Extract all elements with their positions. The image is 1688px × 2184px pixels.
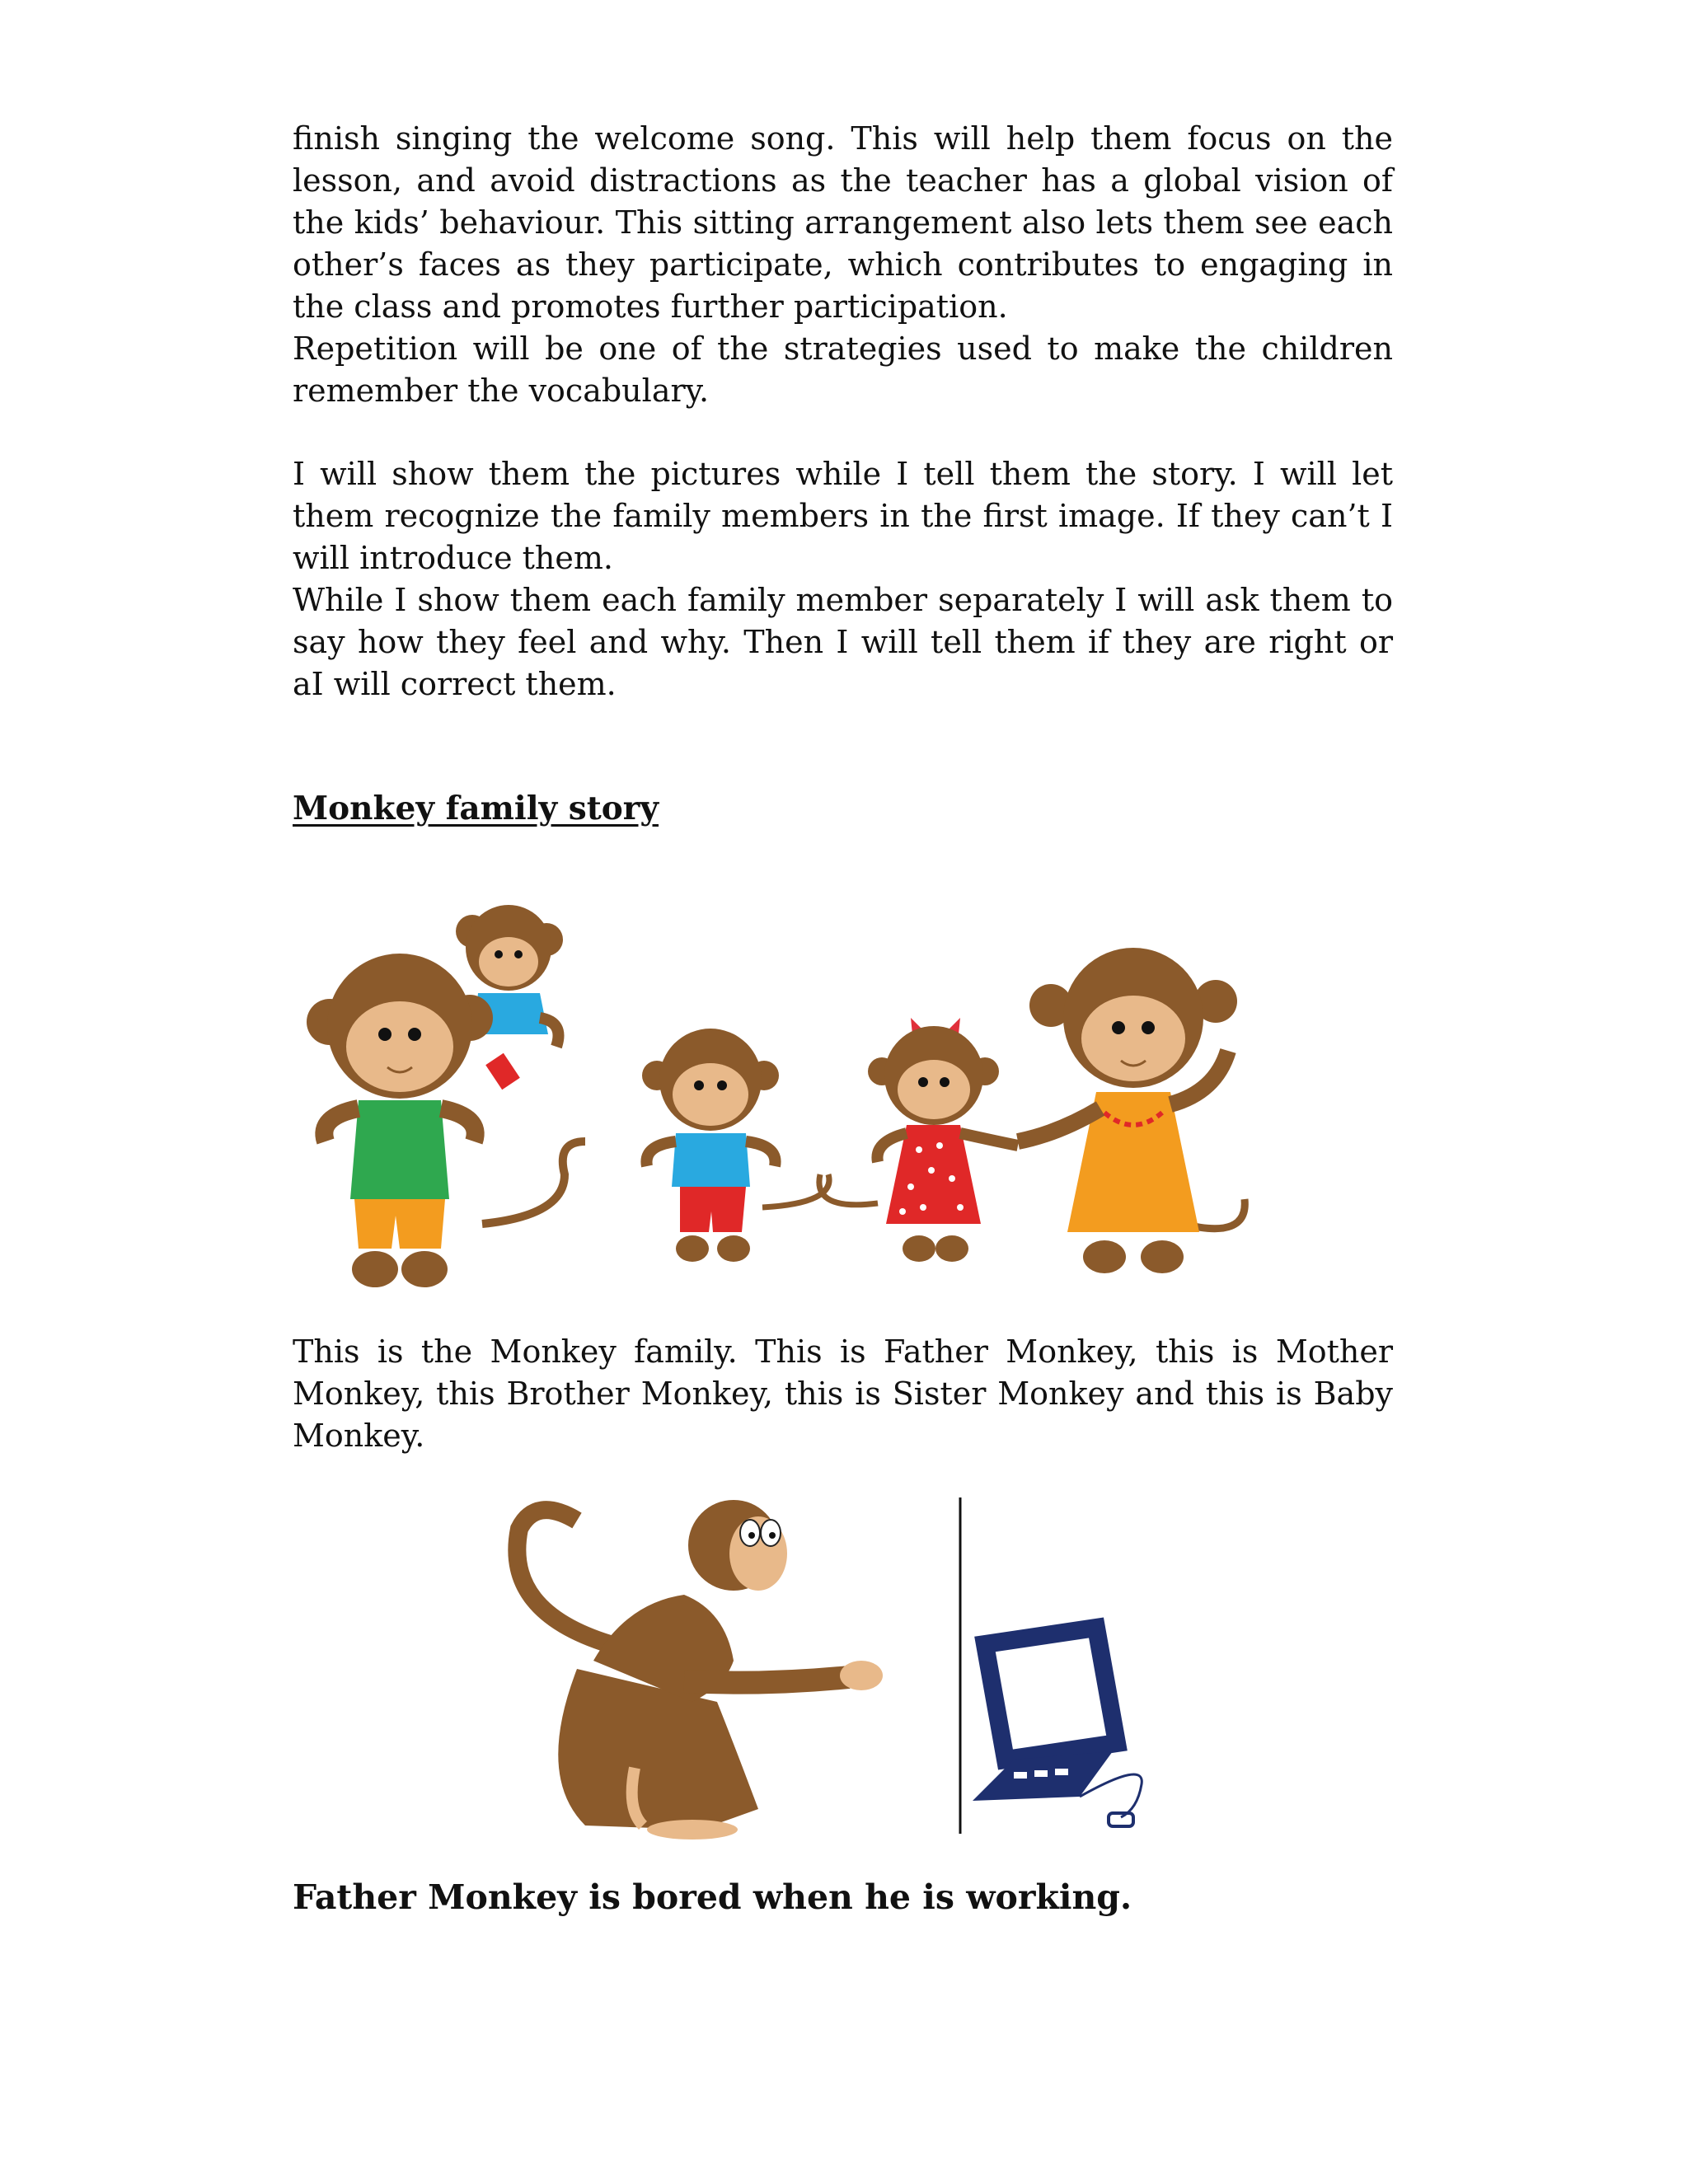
family-caption-block (293, 1331, 1393, 1457)
father-caption: Father Monkey is bored when he is working. (293, 1877, 1132, 1917)
monkey-family-illustration (293, 869, 1298, 1298)
computer-icon (973, 1628, 1142, 1826)
story-heading: Monkey family story (293, 790, 659, 827)
intro-text-block (293, 118, 1393, 412)
mother-monkey-figure (1018, 948, 1245, 1273)
paragraph-seating: finish singing the welcome song. This will help them focus on the lesson, and avoid distractions as the teacher has a global vision of the kids’ behaviour. This sitting arrangement also lets them see each other’s faces as they participate, which contributes to engaging in the class and promotes further participation. (293, 120, 1393, 325)
father-monkey-figure (307, 905, 585, 1287)
crouching-monkey-figure (517, 1500, 883, 1840)
paragraph-repetition: Repetition will be one of the strategies used to make the children remember the vocabulary. (293, 330, 1393, 409)
sister-monkey-figure (819, 1018, 1018, 1262)
paragraph-feelings: While I show them each family member separately I will ask them to say how they feel and why. Then I will tell them if they are right or aI will correct them. (293, 582, 1393, 702)
method-text-block (293, 453, 1393, 705)
family-caption: This is the Monkey family. This is Father Monkey, this is Mother Monkey, this Brother Monkey, this is Sister Monkey and this is Baby Monkey. (293, 1333, 1393, 1454)
brother-monkey-figure (642, 1029, 829, 1262)
paragraph-show-pictures: I will show them the pictures while I tell them the story. I will let them recognize the family members in the first image. If they can’t I will introduce them. (293, 456, 1393, 576)
father-working-illustration (486, 1496, 1195, 1842)
